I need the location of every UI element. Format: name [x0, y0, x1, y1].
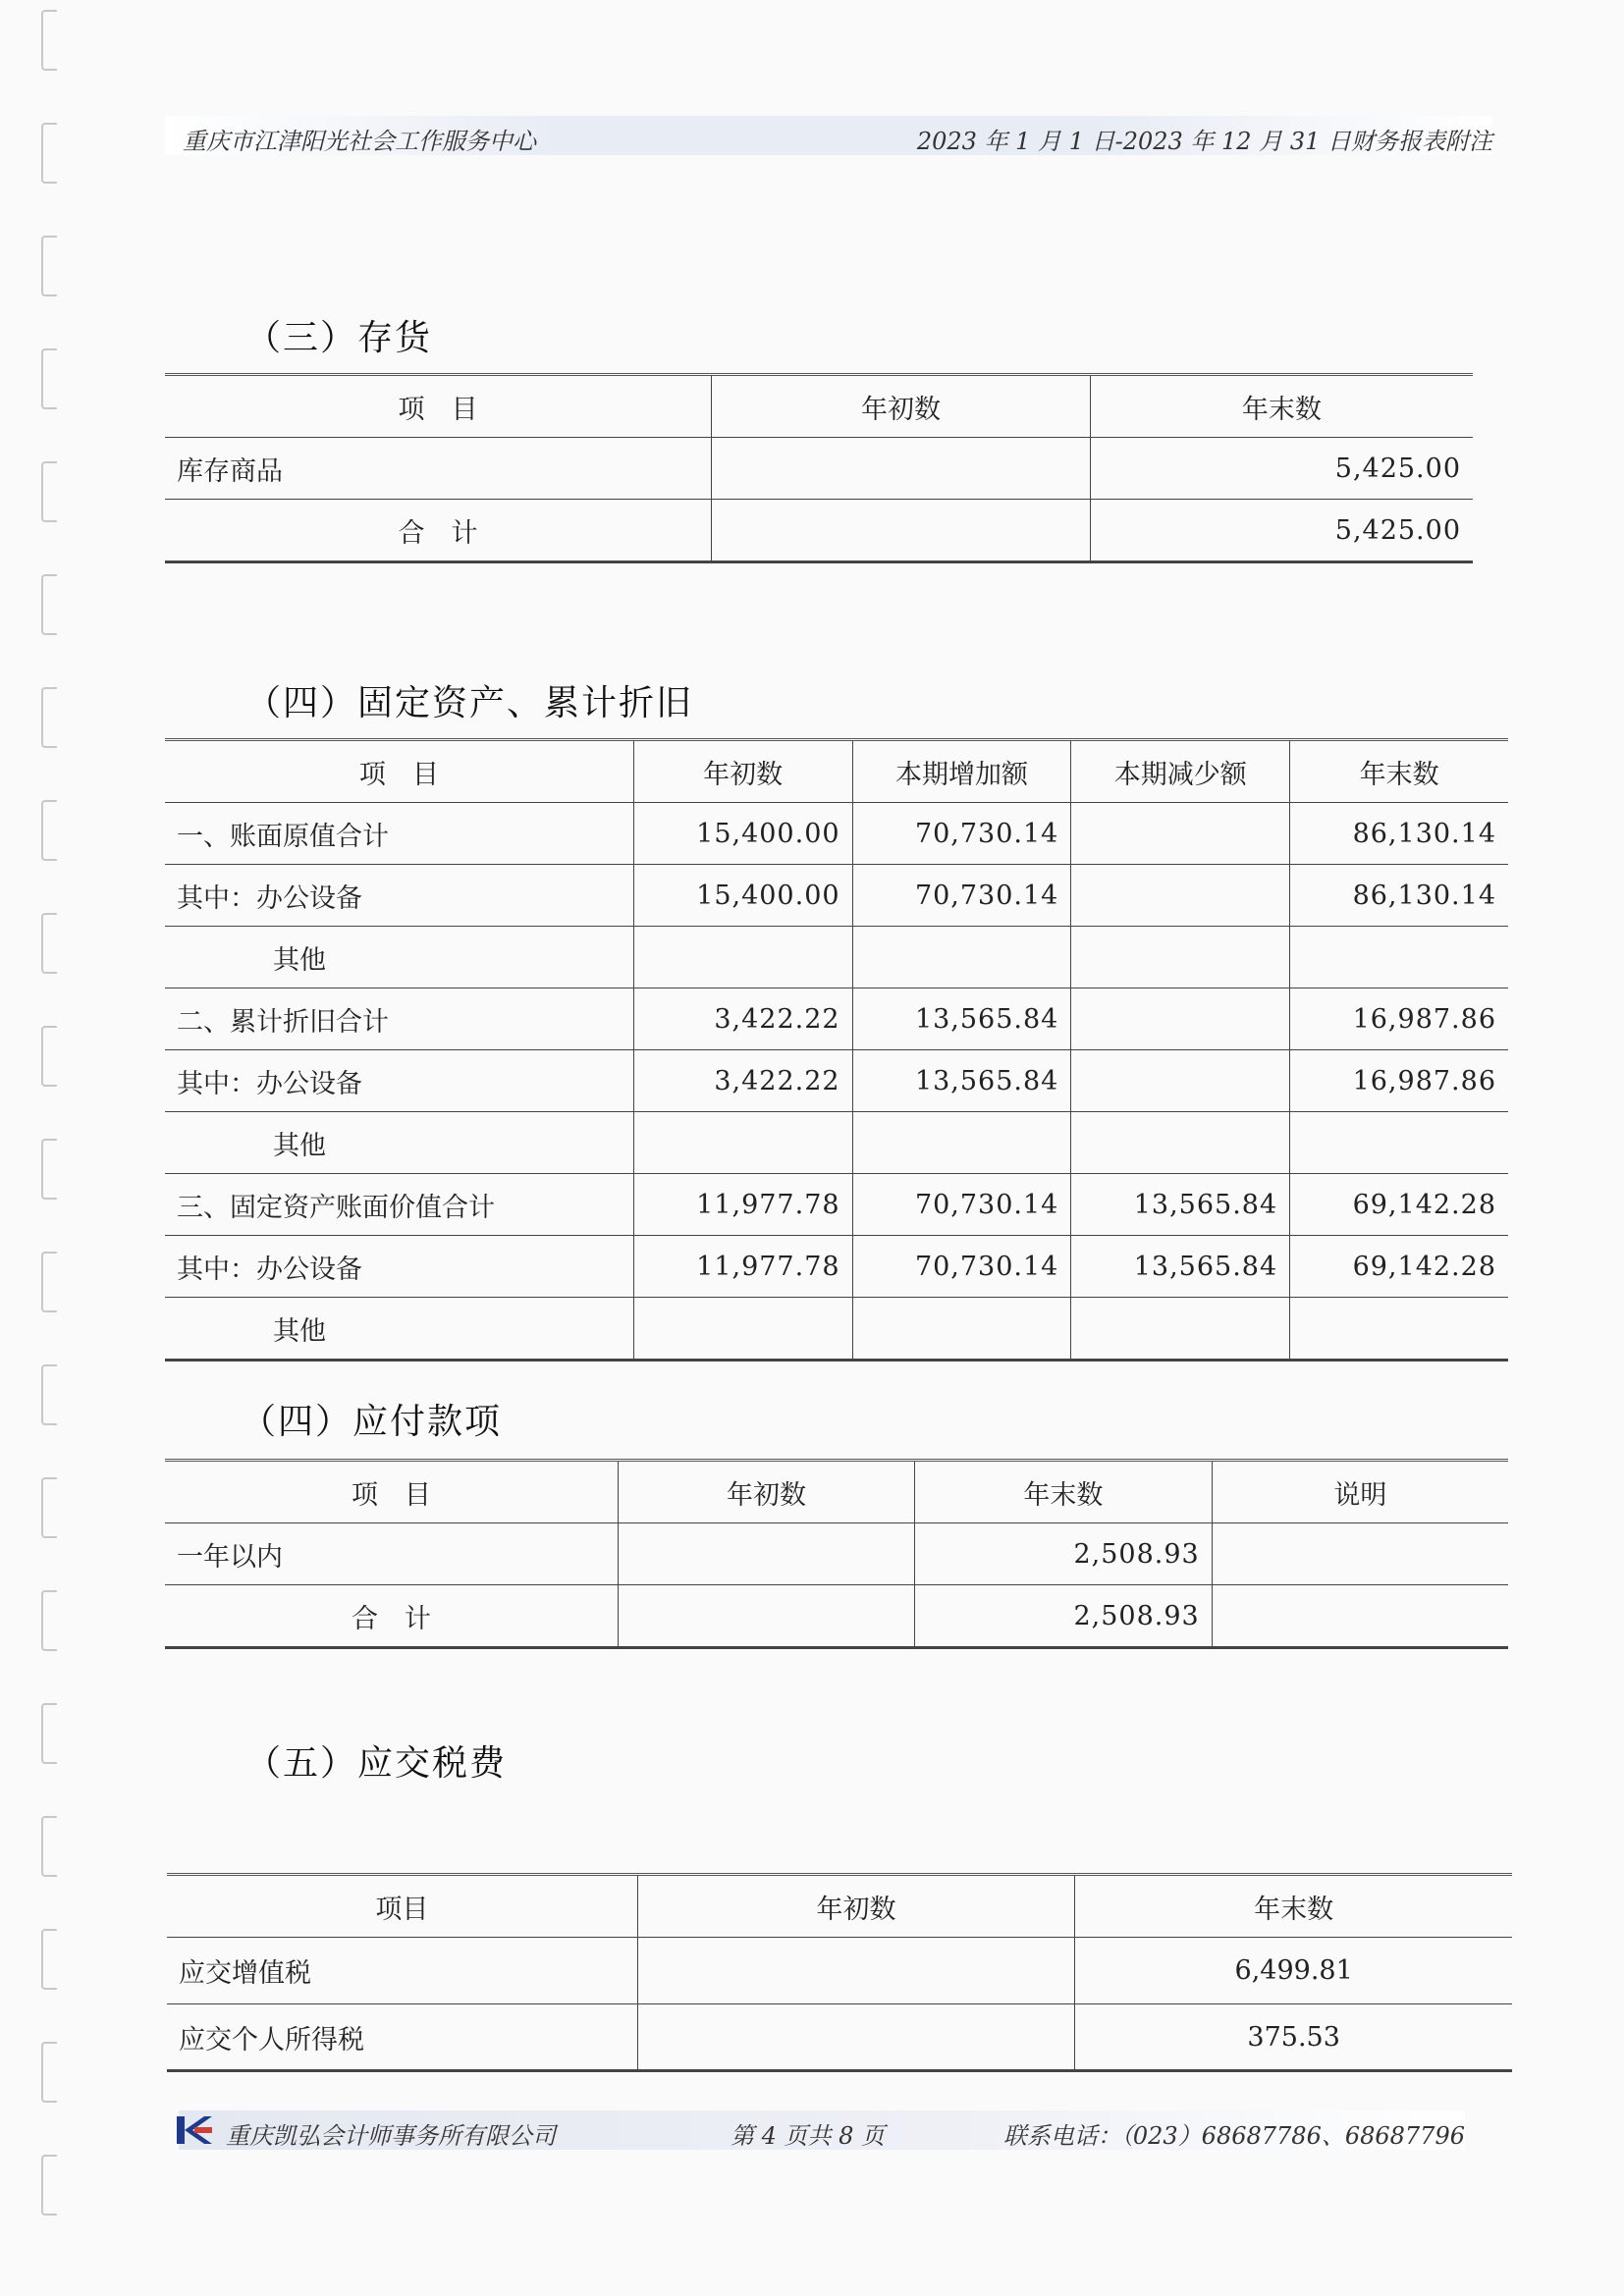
row-item: 合 计	[165, 1585, 618, 1648]
row-end	[1290, 927, 1508, 988]
table-row	[165, 500, 1473, 562]
payables-title: （四）应付款项	[241, 1402, 503, 1442]
row-note	[1212, 1585, 1508, 1648]
footer-firm: 重庆凯弘会计师事务所有限公司	[226, 2122, 556, 2150]
row-begin	[712, 500, 1091, 562]
seal-edge-mark	[1597, 373, 1618, 628]
row-item: 应交个人所得税	[167, 2004, 637, 2071]
row-item: 一、账面原值合计	[165, 803, 633, 865]
binding-holes	[33, 10, 63, 2287]
row-item: 其中：办公设备	[165, 1236, 633, 1298]
inventory-table	[165, 373, 1473, 563]
row-item: 库存商品	[165, 438, 712, 500]
row-end: 5,425.00	[1090, 500, 1473, 562]
row-end: 86,130.14	[1290, 803, 1508, 865]
page-header	[165, 116, 1492, 155]
table-row	[165, 1298, 1508, 1361]
row-begin	[633, 1298, 852, 1361]
row-end: 69,142.28	[1290, 1236, 1508, 1298]
table-row	[165, 438, 1473, 500]
row-decrease	[1071, 1112, 1290, 1174]
fixed-assets-title: （四）固定资产、累计折旧	[245, 683, 694, 723]
footer-contact: 联系电话：（023）68687786、68687796	[1002, 2122, 1465, 2150]
row-item: 三、固定资产账面价值合计	[165, 1174, 633, 1236]
firm-logo-icon	[175, 2114, 214, 2146]
row-decrease: 13,565.84	[1071, 1236, 1290, 1298]
row-decrease	[1071, 803, 1290, 865]
row-begin	[637, 1938, 1075, 2004]
row-item: 其他	[165, 1112, 633, 1174]
row-end	[1290, 1298, 1508, 1361]
row-begin	[633, 927, 852, 988]
table-row	[165, 1050, 1508, 1112]
page-footer	[179, 2110, 1465, 2150]
row-decrease	[1071, 927, 1290, 988]
table-header-row	[165, 1461, 1508, 1523]
row-item: 一年以内	[165, 1523, 618, 1585]
row-end: 2,508.93	[915, 1523, 1213, 1585]
table-row	[165, 1112, 1508, 1174]
table-row	[167, 2004, 1512, 2071]
row-end: 6,499.81	[1075, 1938, 1512, 2004]
row-increase: 13,565.84	[852, 1050, 1071, 1112]
row-end: 16,987.86	[1290, 1050, 1508, 1112]
row-end: 86,130.14	[1290, 865, 1508, 927]
row-begin	[633, 1112, 852, 1174]
row-decrease	[1071, 1298, 1290, 1361]
row-end: 5,425.00	[1090, 438, 1473, 500]
row-item: 其他	[165, 1298, 633, 1361]
col-item: 项目	[167, 1875, 637, 1938]
row-begin	[712, 438, 1091, 500]
row-item: 二、累计折旧合计	[165, 988, 633, 1050]
table-row	[165, 988, 1508, 1050]
row-begin: 11,977.78	[633, 1174, 852, 1236]
col-end: 年末数	[1290, 740, 1508, 803]
header-period: 2023 年 1 月 1 日-2023 年 12 月 31 日财务报表附注	[916, 128, 1492, 155]
payables-table	[165, 1459, 1508, 1649]
row-decrease	[1071, 865, 1290, 927]
taxes-title: （五）应交税费	[245, 1743, 508, 1784]
table-row	[165, 803, 1508, 865]
header-org: 重庆市江津阳光社会工作服务中心	[183, 128, 536, 155]
table-row	[165, 1174, 1508, 1236]
col-begin: 年初数	[637, 1875, 1075, 1938]
row-end: 2,508.93	[915, 1585, 1213, 1648]
col-end: 年末数	[1090, 375, 1473, 438]
col-note: 说明	[1212, 1461, 1508, 1523]
col-begin: 年初数	[633, 740, 852, 803]
col-end: 年末数	[1075, 1875, 1512, 1938]
row-item: 应交增值税	[167, 1938, 637, 2004]
col-item: 项 目	[165, 1461, 618, 1523]
row-begin	[637, 2004, 1075, 2071]
row-note	[1212, 1523, 1508, 1585]
row-increase: 13,565.84	[852, 988, 1071, 1050]
row-item: 其中：办公设备	[165, 1050, 633, 1112]
col-item: 项 目	[165, 375, 712, 438]
row-end: 16,987.86	[1290, 988, 1508, 1050]
table-row	[165, 927, 1508, 988]
row-increase: 70,730.14	[852, 865, 1071, 927]
row-end: 69,142.28	[1290, 1174, 1508, 1236]
table-header-row	[167, 1875, 1512, 1938]
row-end	[1290, 1112, 1508, 1174]
table-header-row	[165, 740, 1508, 803]
row-end: 375.53	[1075, 2004, 1512, 2071]
row-begin: 15,400.00	[633, 803, 852, 865]
row-increase	[852, 927, 1071, 988]
col-item: 项 目	[165, 740, 633, 803]
table-header-row	[165, 375, 1473, 438]
row-increase: 70,730.14	[852, 803, 1071, 865]
fixed-assets-table	[165, 738, 1508, 1362]
row-decrease: 13,565.84	[1071, 1174, 1290, 1236]
col-decrease: 本期减少额	[1071, 740, 1290, 803]
row-increase	[852, 1112, 1071, 1174]
taxes-table	[167, 1873, 1512, 2072]
row-item: 其他	[165, 927, 633, 988]
table-row	[165, 1236, 1508, 1298]
row-increase: 70,730.14	[852, 1174, 1071, 1236]
row-begin	[618, 1523, 914, 1585]
row-increase: 70,730.14	[852, 1236, 1071, 1298]
inventory-title: （三）存货	[245, 318, 433, 358]
row-begin: 15,400.00	[633, 865, 852, 927]
table-row	[165, 865, 1508, 927]
table-row	[167, 1938, 1512, 2004]
row-item: 合 计	[165, 500, 712, 562]
table-row	[165, 1585, 1508, 1648]
col-increase: 本期增加额	[852, 740, 1071, 803]
row-begin: 3,422.22	[633, 1050, 852, 1112]
col-end: 年末数	[915, 1461, 1213, 1523]
row-increase	[852, 1298, 1071, 1361]
row-item: 其中：办公设备	[165, 865, 633, 927]
row-begin: 11,977.78	[633, 1236, 852, 1298]
row-begin: 3,422.22	[633, 988, 852, 1050]
row-decrease	[1071, 988, 1290, 1050]
col-begin: 年初数	[618, 1461, 914, 1523]
footer-page-number: 第 4 页共 8 页	[731, 2122, 886, 2150]
table-row	[165, 1523, 1508, 1585]
col-begin: 年初数	[712, 375, 1091, 438]
row-decrease	[1071, 1050, 1290, 1112]
row-begin	[618, 1585, 914, 1648]
